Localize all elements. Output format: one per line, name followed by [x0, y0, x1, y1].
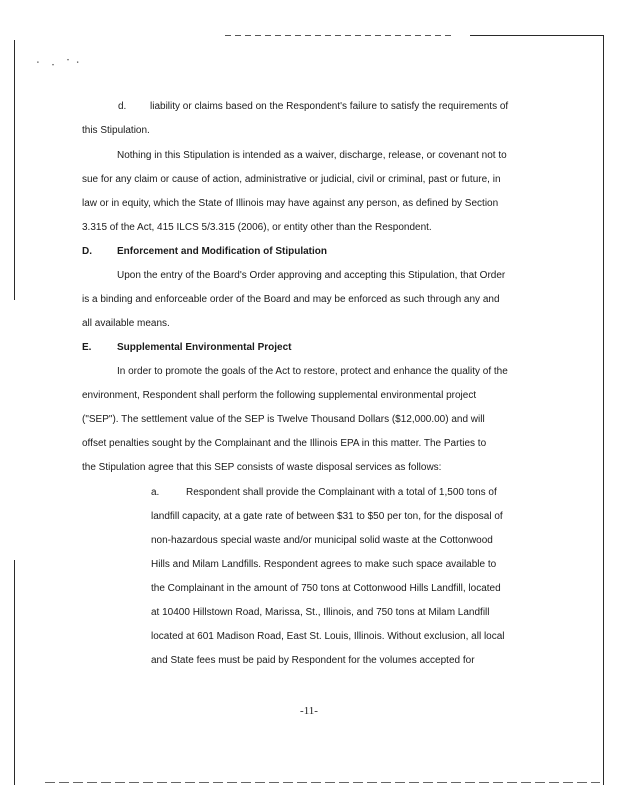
nothing-paragraph-line: 3.315 of the Act, 415 ILCS 5/3.315 (2006), or entity other than the Respondent. [82, 222, 432, 233]
item-a-line: Respondent shall provide the Complainant with a total of 1,500 tons of [186, 487, 497, 498]
section-d-line: is a binding and enforceable order of the Board and may be enforced as such through any and [82, 294, 500, 305]
scan-top-dash [225, 35, 455, 36]
nothing-paragraph-line: Nothing in this Stipulation is intended as a waiver, discharge, release, or covenant not to [117, 150, 507, 161]
item-a-line: at 10400 Hillstown Road, Marissa, St., Illinois, and 750 tons at Milam Landfill [151, 607, 490, 618]
nothing-paragraph-line: sue for any claim or cause of action, administrative or judicial, civil or criminal, past or future, in [82, 174, 501, 185]
item-a-line: and State fees must be paid by Respondent for the volumes accepted for [151, 655, 475, 666]
item-d-line-1: liability or claims based on the Respondent's failure to satisfy the requirements of [150, 101, 509, 112]
item-a-line: Hills and Milam Landfills. Respondent agrees to make such space available to [151, 559, 497, 570]
item-a-line: the Complainant in the amount of 750 tons at Cottonwood Hills Landfill, located [151, 583, 501, 594]
section-e-line: environment, Respondent shall perform the following supplemental environmental project [82, 390, 477, 401]
section-e-line: ("SEP"). The settlement value of the SEP is Twelve Thousand Dollars ($12,000.00) and will [82, 414, 485, 425]
section-e-title: Supplemental Environmental Project [117, 342, 292, 353]
item-d-line-2: this Stipulation. [82, 125, 150, 136]
nothing-paragraph-line: law or in equity, which the State of Illinois may have against any person, as defined by Section [82, 198, 499, 209]
scan-border-left-lower [14, 560, 15, 785]
scan-border-top [470, 35, 604, 36]
scan-noise-mark: ⠂ ⠄ ⠁⠂ [36, 58, 86, 68]
section-d-title: Enforcement and Modification of Stipulation [117, 246, 327, 257]
section-e-line: offset penalties sought by the Complainant and the Illinois EPA in this matter. The Parties to [82, 438, 487, 449]
item-d-marker: d. [118, 101, 127, 112]
item-a-line: non-hazardous special waste and/or municipal solid waste at the Cottonwood [151, 535, 493, 546]
section-e-line: the Stipulation agree that this SEP consists of waste disposal services as follows: [82, 462, 442, 473]
scan-bottom-dash [45, 782, 600, 783]
section-d-marker: D. [82, 246, 92, 257]
section-d-line: Upon the entry of the Board's Order approving and accepting this Stipulation, that Order [117, 270, 506, 281]
section-e-marker: E. [82, 342, 92, 353]
page-number: -11- [300, 705, 318, 717]
section-e-line: In order to promote the goals of the Act to restore, protect and enhance the quality of the [117, 366, 508, 377]
scan-border-left [14, 40, 15, 300]
scan-border-right [603, 35, 604, 785]
section-d-line: all available means. [82, 318, 170, 329]
item-a-line: located at 601 Madison Road, East St. Louis, Illinois. Without exclusion, all local [151, 631, 505, 642]
item-a-line: landfill capacity, at a gate rate of between $31 to $50 per ton, for the disposal of [151, 511, 503, 522]
item-a-marker: a. [151, 487, 160, 498]
